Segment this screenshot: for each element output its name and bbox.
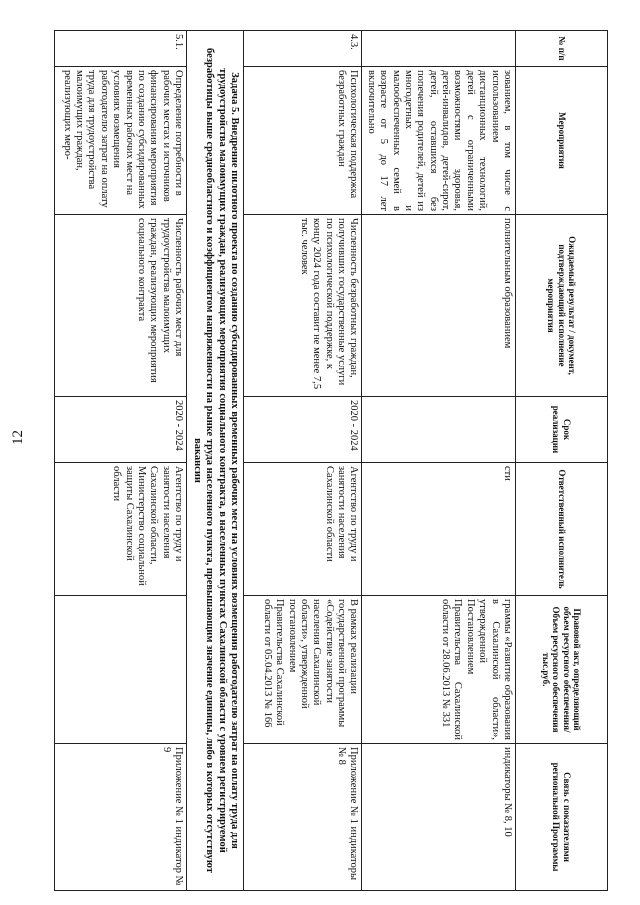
rotated-page <box>43 30 608 890</box>
task-5-heading: Задача 5. Внедрение пилотного проекта по созданию субсидированных временных рабочих мест на условиях возмещения работодателю затрат на оплату труда для трудоустройства малоимущих граждан, реализующих мероприятия социального контракта, в населенных пунктах Сахалинской области с уровнем регистрируемой безработицы выше среднеобластного и коэффициентом напряженности на рынке труда населенного пункта, превышающим значение единицы, либо в которых отсутствуют вакансии <box>187 31 244 891</box>
cell-num <box>362 31 516 67</box>
header-row <box>516 31 608 891</box>
cell-event: зованием, в том числе с использованием дистанционных технологий, детей с ограниченными возможностями здоровья, детей-инвалидов, детей-сирот, детей, оставшихся без попечения родителей, детей из многодетных и малообеспеченных семей в возрасте от 5 до 17 лет включительно <box>362 67 516 215</box>
cell-executor: Агентство по труду и занятости населения Сахалинской области, Министерство социальной защиты Сахалинской области <box>55 463 187 596</box>
cell-link: Приложение № 1 индикаторы № 8 <box>244 744 362 891</box>
cell-executor: Агентство по труду и занятости населения Сахалинской области <box>244 463 362 596</box>
cell-legal: граммы «Развитие образования в Сахалинской области», утвержденной Постановлением Правительства Сахалинской области от 28.06.2013 № 331 <box>362 596 516 744</box>
task-5-row <box>187 31 244 891</box>
cell-term: 2020 - 2024 <box>55 397 187 463</box>
header-link: Связь с показателями региональной Программы <box>516 744 608 891</box>
cell-legal <box>55 596 187 744</box>
header-legal: Правовой акт, определяющий объем ресурсного обеспечения/Объем ресурсного обеспечения тыс.руб. <box>516 596 608 744</box>
cell-num: 4.3. <box>244 31 362 67</box>
cell-term: 2020 - 2024 <box>244 397 362 463</box>
header-num: № п/п <box>516 31 608 67</box>
page-number: 12 <box>10 430 26 445</box>
header-executor: Ответственный исполнитель <box>516 463 608 596</box>
cell-term <box>362 397 516 463</box>
header-event: Мероприятия <box>516 67 608 215</box>
cell-link: Приложение № 1 индикатор № 9 <box>55 744 187 891</box>
table-row-4-3 <box>244 31 362 891</box>
cell-event: Определение потребности в рабочих местах и источников финансирования мероприятия по созданию субсидированных временных рабочих мест на условиях возмещения работодателю затрат на оплату труда для трудоустройства малоимущих граждан, реализующих меро- <box>55 67 187 215</box>
activities-table <box>54 30 608 891</box>
table-row-continued <box>362 31 516 891</box>
cell-event: Психологическая поддержка безработных граждан <box>244 67 362 215</box>
cell-legal: В рамках реализации государственной программы «Содействие занятости населения Сахалинской области», утвержденной постановлением Правительства Сахалинской области от 05.04.2013 № 166 <box>244 596 362 744</box>
cell-executor: сти <box>362 463 516 596</box>
cell-num: 5.1. <box>55 31 187 67</box>
table-row-5-1 <box>55 31 187 891</box>
cell-result: полнительным образованием <box>362 215 516 397</box>
cell-result: Численность рабочих мест для трудоустройства малоимущих граждан, реализующих мероприятия социального контракта <box>55 215 187 397</box>
cell-link: индикаторы № 8, 10 <box>362 744 516 891</box>
cell-result: Численность безработных граждан, получивших государственные услуги по психологической поддержке, к концу 2024 года составит не менее 7,5 тыс. человек <box>244 215 362 397</box>
header-term: Срок реализации <box>516 397 608 463</box>
header-result: Ожидаемый результат / документ, подтверждающий исполнение мероприятия <box>516 215 608 397</box>
